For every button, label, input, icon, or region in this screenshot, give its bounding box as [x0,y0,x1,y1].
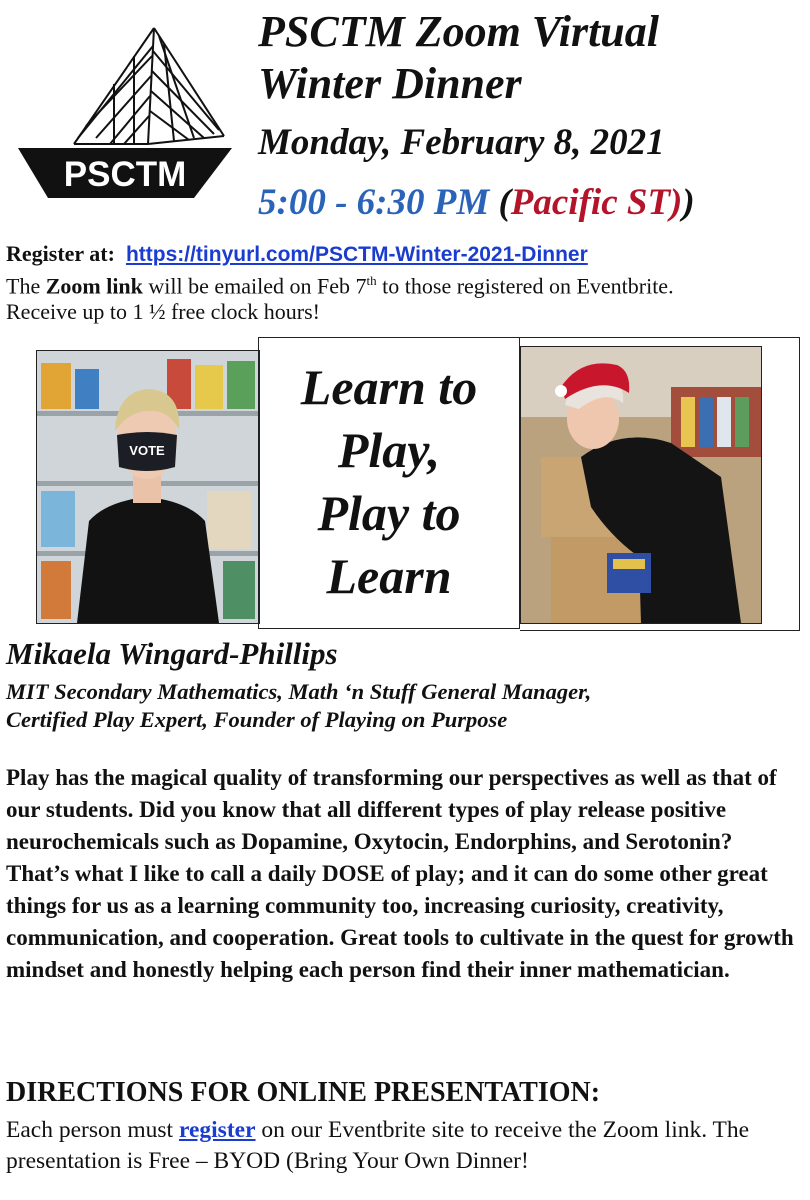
presenter-photo-right [520,346,762,624]
tz-open-paren: ( [498,182,511,223]
credentials-line-1: MIT Secondary Mathematics, Math ‘n Stuff General Manager, [6,679,592,704]
clock-hours-note: Receive up to 1 ½ free clock hours! [6,299,320,325]
event-date: Monday, February 8, 2021 [258,122,665,163]
directions-heading: DIRECTIONS FOR ONLINE PRESENTATION: [6,1077,601,1108]
register-link[interactable]: register [178,1117,256,1143]
time-range: 5:00 - 6:30 PM [258,182,490,223]
credentials-line-2: Certified Play Expert, Founder of Playing on Purpose [6,707,508,732]
presenter-credentials [6,678,796,734]
session-description: Play has the magical quality of transforming our perspectives as well as that of our students. Did you know that all different types of play release positive neurochemicals such as Dopamine, Oxytocin, Endorphins, and Serotonin? That’s what I like to call a daily DOSE of play; and it can do some other great things for us as a learning community too, increasing curiosity, creativity, communication, and cooperation. Great tools to cultivate in the quest for growth mindset and honestly helping each person find their inner mathematician. [6,765,794,982]
tz-close-paren: ) [682,182,695,223]
register-block [6,241,804,325]
slogan-box [258,337,520,629]
timezone: Pacific ST) [510,182,683,223]
title-line-2: Winter Dinner [258,59,522,108]
slogan-line-4: Learn [326,548,452,604]
title-line-1: PSCTM Zoom Virtual [258,7,659,56]
zoom-link-note: The Zoom link will be emailed on Feb 7th to those registered on Eventbrite. [6,273,674,299]
psctm-logo [14,26,238,206]
register-url-link[interactable]: https://tinyurl.com/PSCTM-Winter-2021-Dinner [125,243,588,266]
vote-mask-text: VOTE [129,443,165,458]
event-time [258,181,695,224]
slogan-line-3: Play to [317,485,461,541]
directions-text: Each person must register on our Eventbrite site to receive the Zoom link. The presentation is Free – BYOD (Bring Your Own Dinner! [6,1117,750,1174]
presenter-name: Mikaela Wingard-Phillips [6,636,338,671]
slogan-line-1: Learn to [300,359,478,415]
slogan [259,356,519,608]
register-label: Register at: [6,241,115,266]
slogan-line-2: Play, [337,422,441,478]
event-title [258,6,803,110]
logo-text: PSCTM [63,155,187,194]
presenter-photo-left [36,350,260,624]
